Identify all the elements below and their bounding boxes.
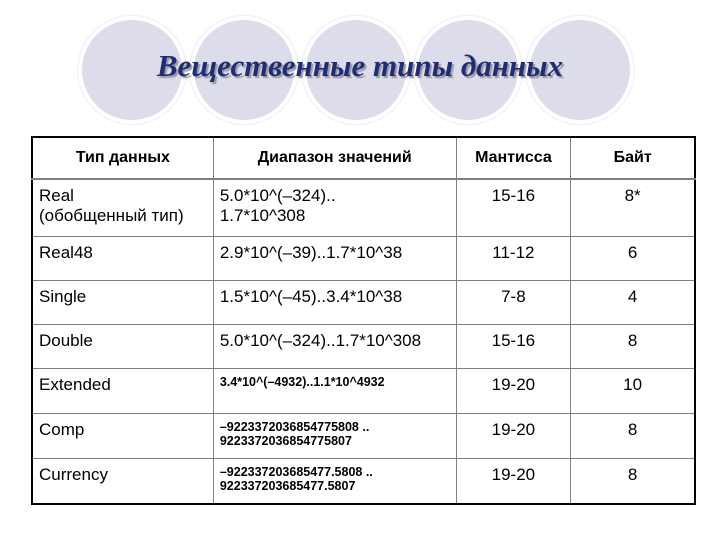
range-end: 1.7*10^308 bbox=[219, 206, 306, 225]
mantissa-cell: 15-16 bbox=[456, 324, 571, 368]
bytes-cell: 8 bbox=[571, 324, 695, 368]
range-cell bbox=[213, 413, 456, 458]
range-cell: 5.0*10^(–324)..1.7*10^308 bbox=[213, 324, 456, 368]
bytes-cell: 8 bbox=[571, 458, 695, 504]
table-row bbox=[32, 324, 695, 368]
type-cell bbox=[32, 179, 213, 236]
mantissa-cell: 15-16 bbox=[456, 179, 571, 236]
table-row bbox=[32, 236, 695, 280]
bytes-cell: 8 bbox=[571, 413, 695, 458]
header-mantissa: Мантисса bbox=[456, 137, 571, 179]
range-cell: 2.9*10^(–39)..1.7*10^38 bbox=[213, 236, 456, 280]
type-cell: Real48 bbox=[32, 236, 213, 280]
table-row bbox=[32, 458, 695, 504]
table-header-row bbox=[32, 137, 695, 179]
mantissa-cell: 19-20 bbox=[456, 458, 571, 504]
range-cell: 3.4*10^(–4932)..1.1*10^4932 bbox=[213, 368, 456, 413]
type-cell: Comp bbox=[32, 413, 213, 458]
mantissa-cell: 7-8 bbox=[456, 280, 571, 324]
range-end: 922337203685477.5807 bbox=[219, 478, 356, 493]
type-name: Real bbox=[39, 186, 74, 205]
header-range: Диапазон значений bbox=[213, 137, 456, 179]
bytes-cell: 6 bbox=[571, 236, 695, 280]
bytes-cell: 8* bbox=[571, 179, 695, 236]
mantissa-cell: 11-12 bbox=[456, 236, 571, 280]
type-note: (обобщенный тип) bbox=[39, 206, 184, 225]
type-cell: Single bbox=[32, 280, 213, 324]
type-cell: Extended bbox=[32, 368, 213, 413]
slide-title: Вещественные типы данных bbox=[156, 48, 564, 83]
type-cell: Double bbox=[32, 324, 213, 368]
header-bytes: Байт bbox=[571, 137, 695, 179]
range-cell bbox=[213, 458, 456, 504]
table-row bbox=[32, 368, 695, 413]
mantissa-cell: 19-20 bbox=[456, 413, 571, 458]
range-start: –9223372036854775808 .. bbox=[219, 419, 370, 434]
bytes-cell: 10 bbox=[571, 368, 695, 413]
bytes-cell: 4 bbox=[571, 280, 695, 324]
range-end: 9223372036854775807 bbox=[219, 433, 352, 448]
table-row bbox=[32, 413, 695, 458]
range-cell bbox=[213, 179, 456, 236]
range-start: 5.0*10^(–324).. bbox=[219, 186, 336, 205]
table-row bbox=[32, 280, 695, 324]
range-cell: 1.5*10^(–45)..3.4*10^38 bbox=[213, 280, 456, 324]
real-types-table bbox=[31, 136, 696, 505]
type-cell: Currency bbox=[32, 458, 213, 504]
mantissa-cell: 19-20 bbox=[456, 368, 571, 413]
header-type: Тип данных bbox=[32, 137, 213, 179]
range-start: –922337203685477.5808 .. bbox=[219, 464, 373, 479]
table-row bbox=[32, 179, 695, 236]
